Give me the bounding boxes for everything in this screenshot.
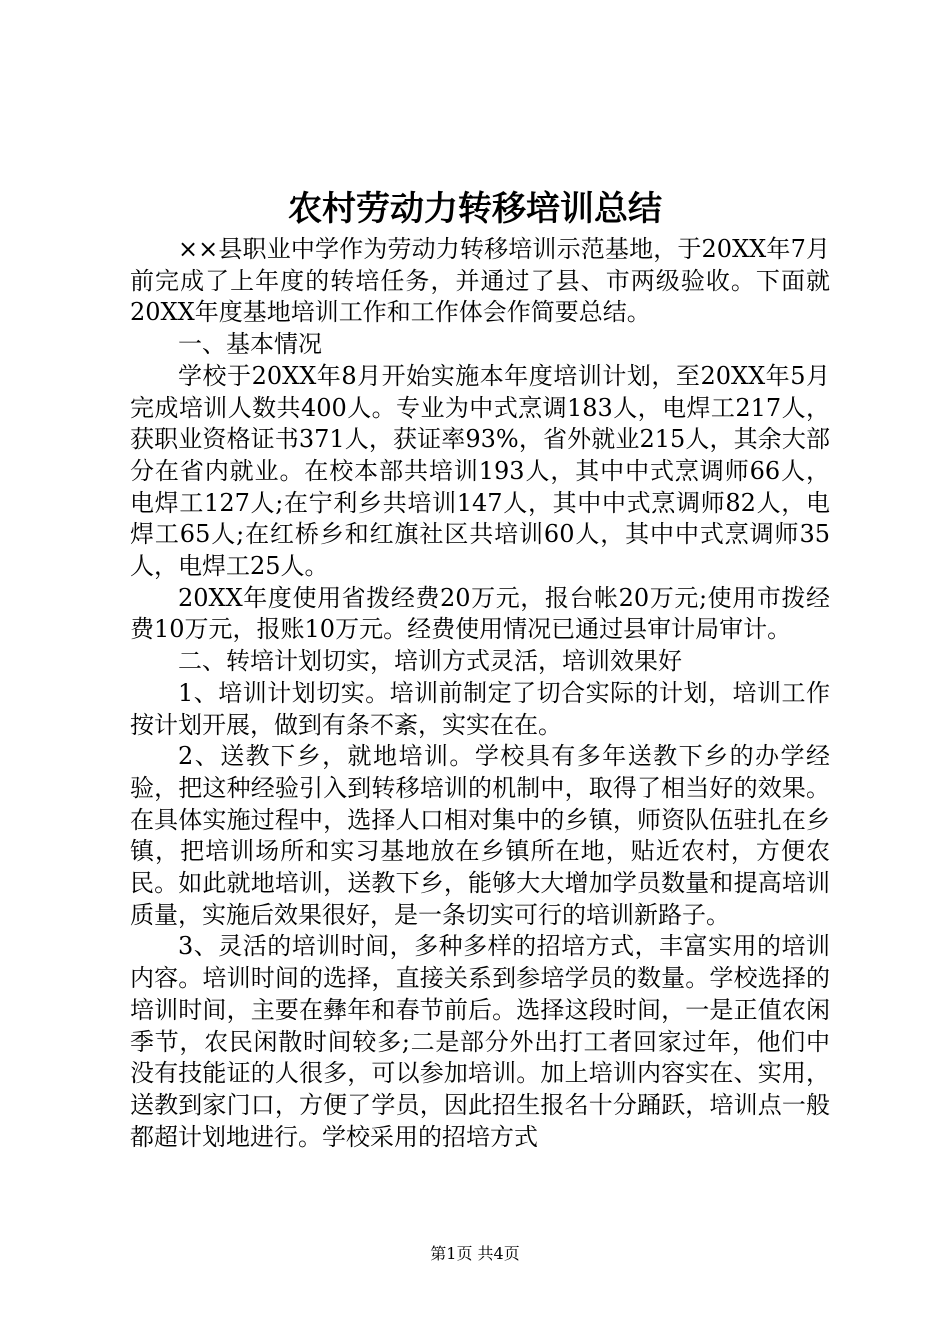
- page-footer: 第1页 共4页: [430, 1244, 520, 1263]
- document-title: 农村劳动力转移培训总结: [288, 189, 662, 229]
- paragraph-point-3: 3、灵活的培训时间，多种多样的招培方式，丰富实用的培训内容。培训时间的选择，直接关系到参培学员的数量。学校选择的培训时间，主要在彝年和春节前后。选择这段时间，一是正值农闲季节，农民闲散时间较多;二是部分外出打工者回家过年，他们中没有技能证的人很多，可以参加培训。加上培训内容实在、实用，送教到家门口，方便了学员，因此招生报名十分踊跃，培训点一般都超计划地进行。学校采用的招培方式: [130, 932, 830, 1151]
- paragraph-point-2: 2、送教下乡，就地培训。学校具有多年送教下乡的办学经验，把这种经验引入到转移培训的机制中，取得了相当好的效果。在具体实施过程中，选择人口相对集中的乡镇，师资队伍驻扎在乡镇，把培训场所和实习基地放在乡镇所在地，贴近农村，方便农民。如此就地培训，送教下乡，能够大大增加学员数量和提高培训质量，实施后效果很好，是一条切实可行的培训新路子。: [130, 742, 830, 929]
- document-body: [130, 234, 830, 1153]
- paragraph-point-1: 1、培训计划切实。培训前制定了切合实际的计划，培训工作按计划开展，做到有条不紊，实实在在。: [130, 678, 830, 739]
- heading-basic-situation: 一、基本情况: [178, 330, 322, 359]
- heading-training-plan: 二、转培计划切实，培训方式灵活，培训效果好: [178, 647, 682, 676]
- paragraph-training-numbers: 学校于20XX年8月开始实施本年度培训计划，至20XX年5月完成培训人数共400人。专业为中式烹调183人，电焊工217人，获职业资格证书371人，获证率93%，省外就业215人，其余大部分在省内就业。在校本部共培训193人，其中中式烹调师66人，电焊工127人;在宁利乡共培训147人，其中中式烹调师82人，电焊工65人;在红桥乡和红旗社区共培训60人，其中中式烹调师35人，电焊工25人。: [130, 361, 830, 581]
- paragraph-intro: ××县职业中学作为劳动力转移培训示范基地，于20XX年7月前完成了上年度的转培任务，并通过了县、市两级验收。下面就20XX年度基地培训工作和工作体会作简要总结。: [130, 235, 830, 327]
- paragraph-funding: 20XX年度使用省拨经费20万元，报台帐20万元;使用市拨经费10万元，报账10万元。经费使用情况已通过县审计局审计。: [130, 583, 830, 644]
